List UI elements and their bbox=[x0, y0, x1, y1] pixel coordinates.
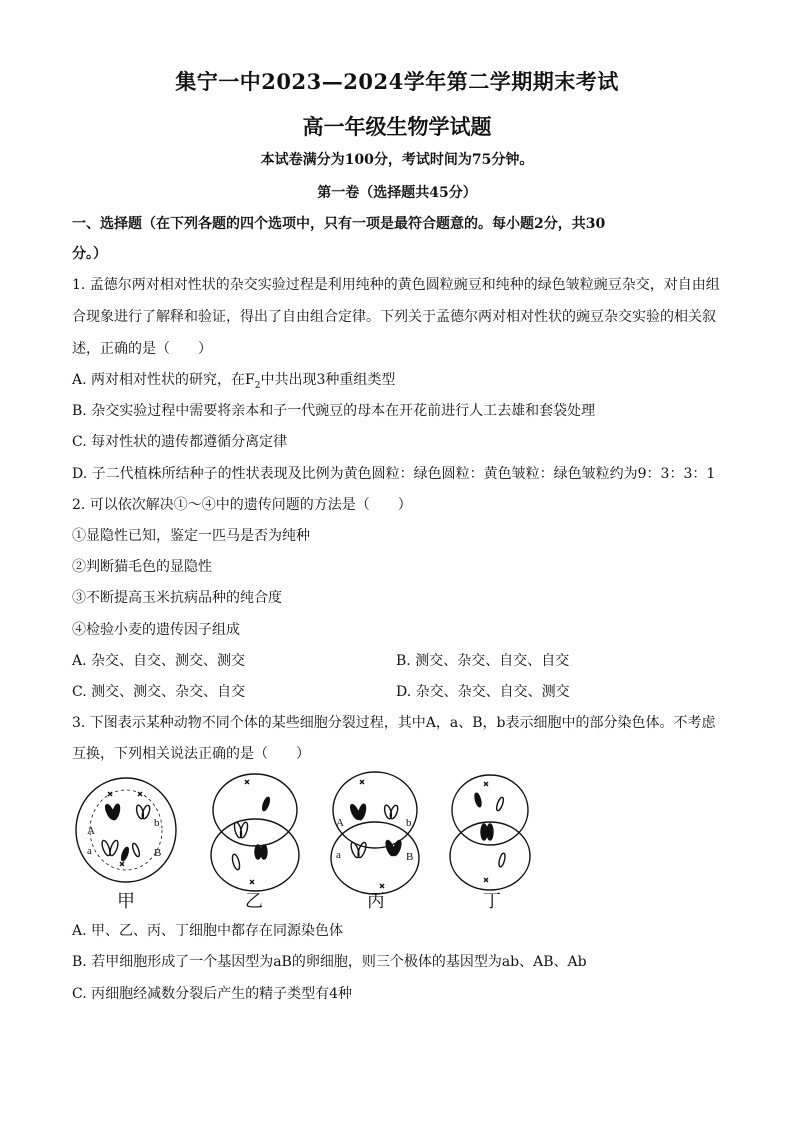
q2-item2: ②判断猫毛色的显隐性 bbox=[72, 559, 212, 575]
q3-stem-line2: 互换，下列相关说法正确的是（ ） bbox=[72, 746, 310, 762]
q2-item1: ①显隐性已知，鉴定一匹马是否为纯种 bbox=[72, 528, 310, 544]
volume-heading: 第一卷（选择题共45分） bbox=[317, 185, 477, 201]
section-heading-line2: 分。） bbox=[72, 246, 107, 262]
figure-label-yi: 乙 bbox=[245, 891, 263, 912]
q2-stem: 2. 可以依次解决①～④中的遗传问题的方法是（ ） bbox=[72, 497, 412, 513]
q1-option-a-pre: A. 两对相对性状的研究，在F bbox=[72, 372, 255, 388]
gene-label-B-bing: B bbox=[406, 851, 414, 863]
q2-item4: ④检验小麦的遗传因子组成 bbox=[72, 622, 240, 638]
q1-option-a-post: 中共出现3种重组类型 bbox=[260, 372, 396, 388]
q1-option-b: B. 杂交实验过程中需要将亲本和子一代豌豆的母本在开花前进行人工去雄和套袋处理 bbox=[72, 403, 596, 419]
q2-option-a: A. 杂交、自交、测交、测交 bbox=[72, 653, 246, 669]
exam-info: 本试卷满分为100分，考试时间为75分钟。 bbox=[260, 152, 534, 168]
q3-option-b: B. 若甲细胞形成了一个基因型为aB的卵细胞，则三个极体的基因型为ab、AB、Ab bbox=[72, 954, 587, 970]
figure-label-bing: 丙 bbox=[367, 891, 385, 912]
gene-label-a-bing: a bbox=[336, 849, 341, 861]
gene-label-A-bing: A bbox=[336, 817, 344, 829]
q2-option-d: D. 杂交、杂交、自交、测交 bbox=[396, 684, 570, 700]
q1-option-a-sub: 2 bbox=[254, 380, 261, 391]
gene-label-b-bing: b bbox=[406, 817, 412, 829]
figure-label-jia: 甲 bbox=[117, 891, 135, 912]
section-heading-line1: 一、选择题（在下列各题的四个选项中，只有一项是最符合题意的。每小题2分，共30 bbox=[72, 216, 606, 232]
exam-subtitle: 高一年级生物学试题 bbox=[302, 114, 492, 139]
cell-yi bbox=[211, 774, 299, 891]
figure-label-ding: 丁 bbox=[483, 891, 501, 912]
gene-label-B-jia: B bbox=[154, 847, 162, 859]
q2-item3: ③不断提高玉米抗病品种的纯合度 bbox=[72, 590, 282, 606]
q2-option-c: C. 测交、测交、杂交、自交 bbox=[72, 684, 246, 700]
exam-title: 集宁一中2023—2024学年第二学期期末考试 bbox=[175, 69, 619, 94]
q1-stem-line1: 1. 孟德尔两对相对性状的杂交实验过程是利用纯种的黄色圆粒豌豆和纯种的绿色皱粒豌豆杂交，对自由组 bbox=[72, 277, 720, 293]
cell-bing bbox=[331, 772, 419, 894]
q1-option-a bbox=[72, 369, 395, 391]
q3-option-c: C. 丙细胞经减数分裂后产生的精子类型有4种 bbox=[72, 986, 353, 1002]
gene-label-A-jia: A bbox=[87, 825, 95, 837]
q1-option-d: D. 子二代植株所结种子的性状表现及比例为黄色圆粒：绿色圆粒：黄色皱粒：绿色皱粒约为9：3：3：1 bbox=[72, 466, 716, 482]
q2-option-b: B. 测交、杂交、自交、自交 bbox=[396, 653, 570, 669]
cell-ding bbox=[450, 775, 530, 890]
q1-option-c: C. 每对性状的遗传都遵循分离定律 bbox=[72, 434, 288, 450]
q1-stem-line3: 述，正确的是（ ） bbox=[72, 341, 212, 357]
gene-label-a-jia: a bbox=[87, 845, 92, 857]
q3-stem-line1: 3. 下图表示某种动物不同个体的某些细胞分裂过程，其中A，a、B，b表示细胞中的部分染色体。不考虑 bbox=[72, 715, 716, 731]
q1-stem-line2: 合现象进行了解释和验证，得出了自由组合定律。下列关于孟德尔两对相对性状的豌豆杂交实验的相关叙 bbox=[72, 309, 716, 325]
q3-option-a: A. 甲、乙、丙、丁细胞中都存在同源染色体 bbox=[72, 923, 344, 939]
gene-label-b-jia: b bbox=[154, 817, 160, 829]
